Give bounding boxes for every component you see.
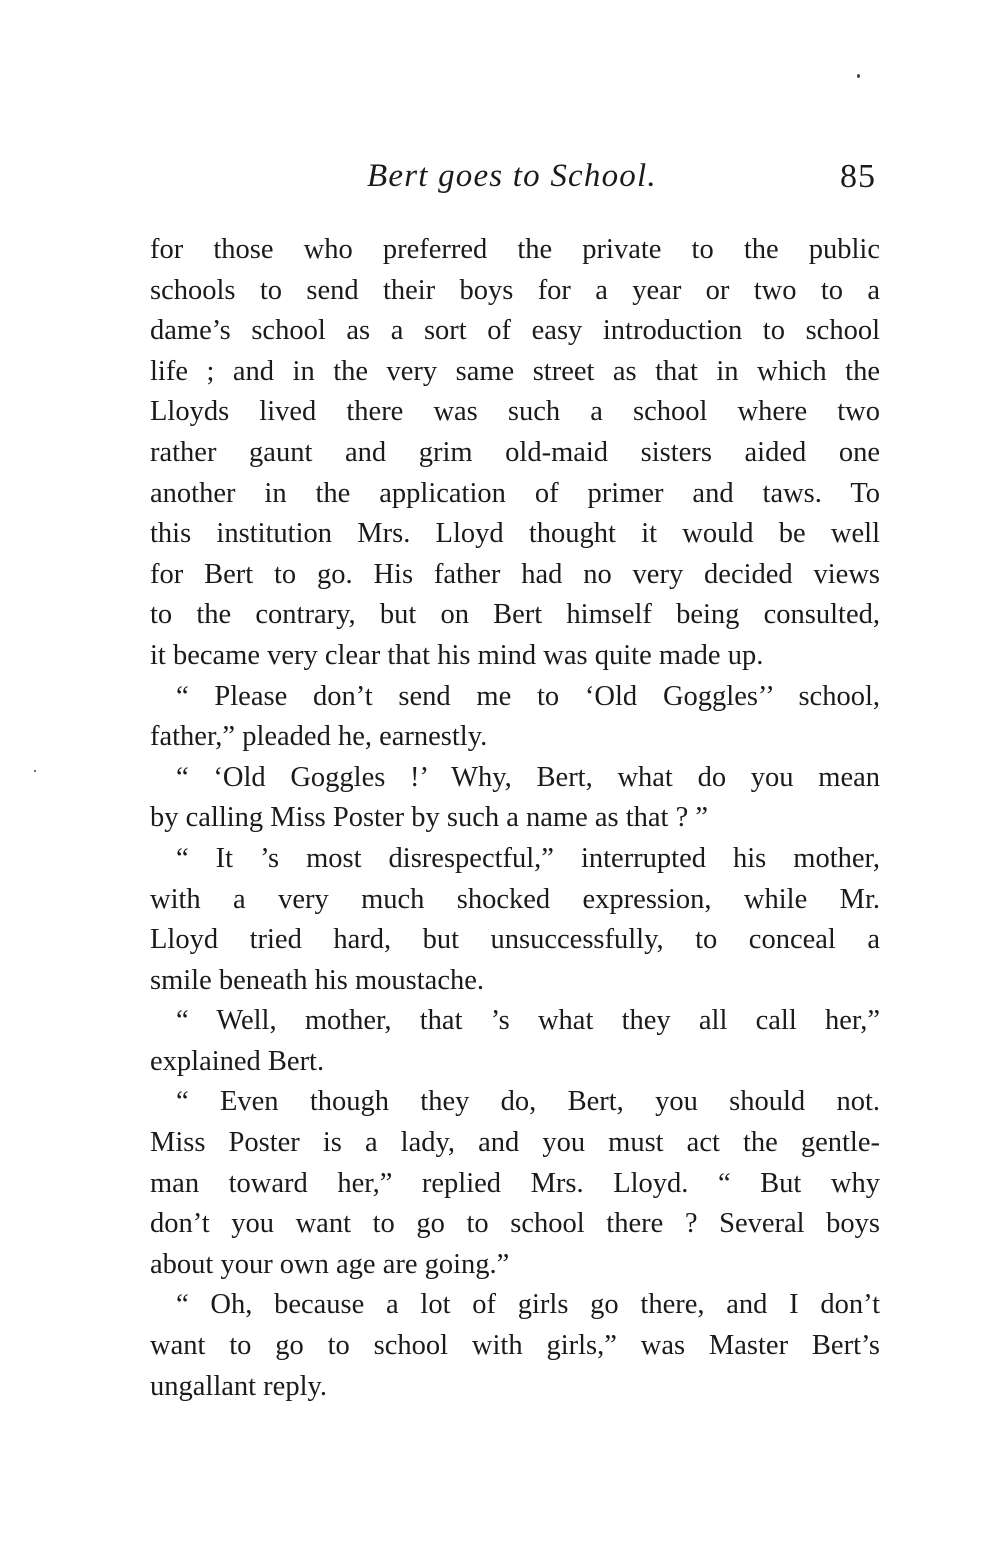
text-line: to the contrary, but on Bert himself being consulted,	[150, 599, 880, 631]
text-line: Lloyd tried hard, but unsuccessfully, to conceal a	[150, 924, 880, 956]
text-line: father,” pleaded he, earnestly.	[150, 721, 488, 753]
running-header	[0, 158, 1000, 208]
text-line: this institution Mrs. Lloyd thought it would be well	[150, 518, 880, 550]
text-line: “ Please don’t send me to ‘Old Goggles’’ school,	[176, 680, 880, 712]
running-title: Bert goes to School.	[367, 158, 657, 194]
text-line: want to go to school with girls,” was Master Bert’s	[150, 1330, 880, 1362]
text-line: “ It ’s most disrespectful,” interrupted his mother,	[176, 842, 880, 874]
text-line: another in the application of primer and taws. To	[150, 477, 880, 509]
text-line: with a very much shocked expression, while Mr.	[150, 883, 880, 915]
text-line: dame’s school as a sort of easy introduction to school	[150, 315, 880, 347]
text-line: ungallant reply.	[150, 1370, 328, 1402]
text-line: for Bert to go. His father had no very decided views	[150, 558, 880, 590]
text-line: “ Oh, because a lot of girls go there, and I don’t	[176, 1289, 880, 1321]
text-line: schools to send their boys for a year or two to a	[150, 274, 880, 306]
text-line: explained Bert.	[150, 1045, 325, 1077]
text-line: don’t you want to go to school there ? Several boys	[150, 1208, 880, 1240]
text-line: it became very clear that his mind was quite made up.	[150, 639, 764, 671]
text-line: smile beneath his moustache.	[150, 964, 484, 996]
text-line: life ; and in the very same street as that in which the	[150, 355, 880, 387]
scan-speck	[857, 74, 860, 78]
text-line: for those who preferred the private to the public	[150, 234, 880, 265]
text-line: rather gaunt and grim old-maid sisters aided one	[150, 436, 880, 468]
text-line: by calling Miss Poster by such a name as that ? ”	[150, 802, 709, 834]
text-line: Lloyds lived there was such a school where two	[150, 396, 880, 428]
scan-speck	[34, 770, 36, 772]
text-line: “ ‘Old Goggles !’ Why, Bert, what do you mean	[176, 761, 880, 793]
text-line: “ Even though they do, Bert, you should not.	[176, 1086, 880, 1118]
body-text	[150, 230, 880, 1407]
text-line: “ Well, mother, that ’s what they all call her,”	[176, 1005, 880, 1037]
text-line: man toward her,” replied Mrs. Lloyd. “ But why	[150, 1167, 880, 1199]
text-line: Miss Poster is a lady, and you must act the gentle-	[150, 1127, 880, 1159]
page-number: 85	[840, 158, 876, 195]
text-line: about your own age are going.”	[150, 1248, 510, 1280]
